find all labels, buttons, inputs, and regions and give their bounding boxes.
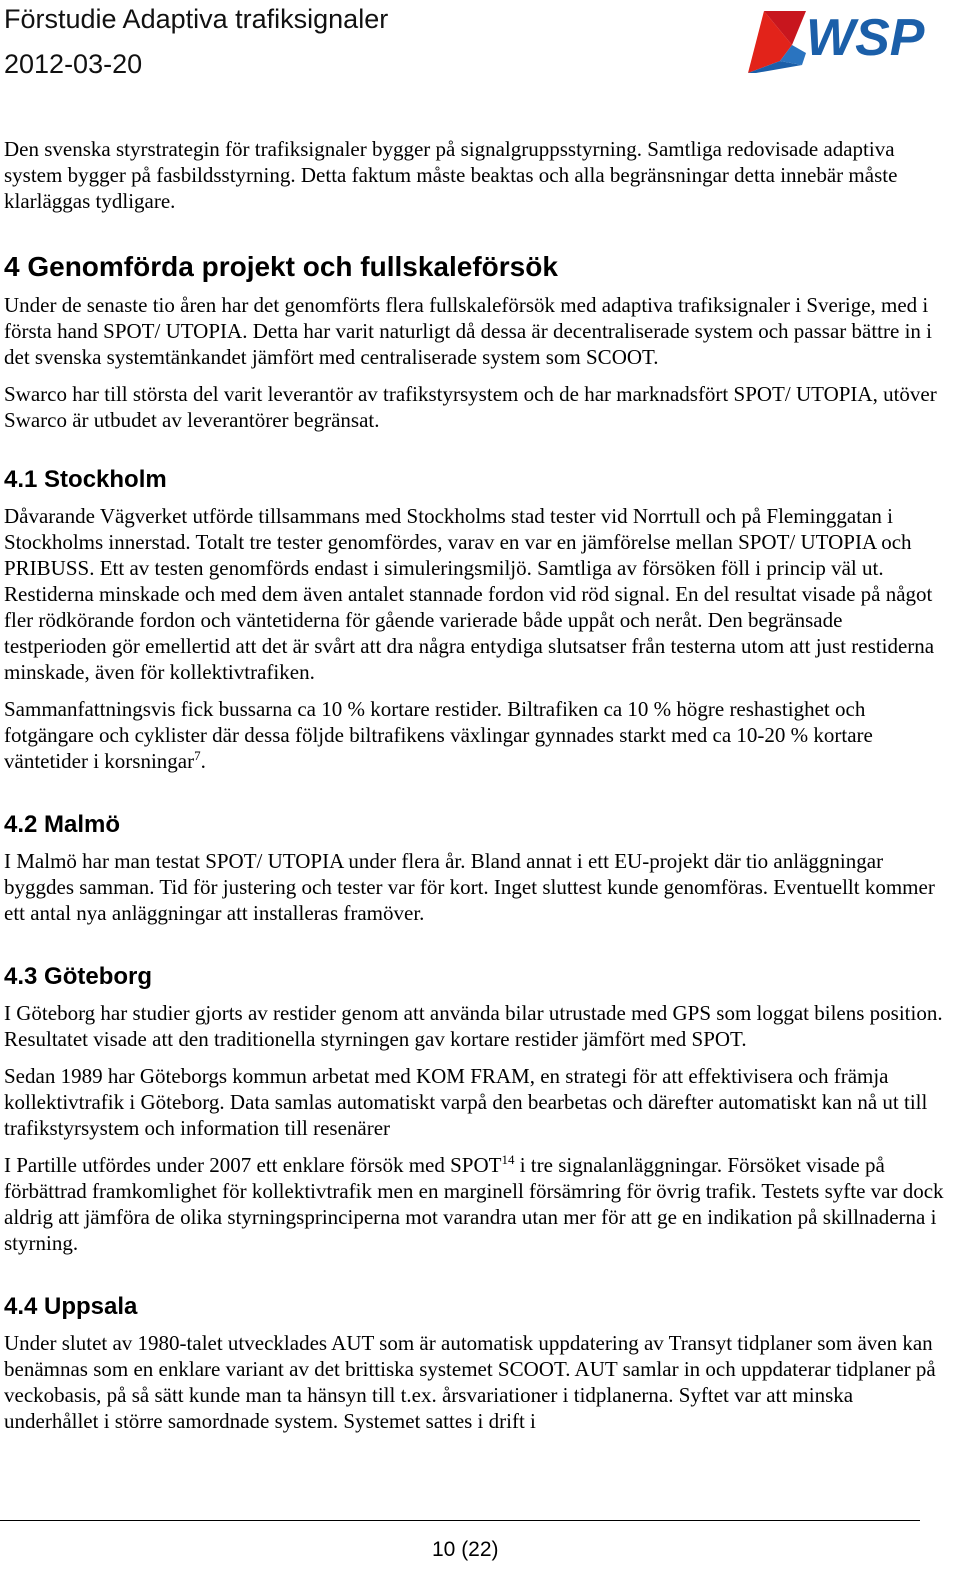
wsp-logo-text: WSP (806, 9, 925, 67)
page-content (4, 136, 944, 1445)
section-4-3-heading: 4.3 Göteborg (4, 963, 153, 990)
section-4-3-paragraph-2: Sedan 1989 har Göteborgs kommun arbetat med KOM FRAM, en strategi för att effektivisera och främja kollektivtrafik i Göteborg. Data samlas automatiskt varpå den bearbetas och därefter automatiskt kan nå ut till trafikstyrsystem och information till resenärer (4, 1064, 928, 1140)
footnote-ref: 7 (194, 748, 201, 763)
section-4-4-paragraph-1: Under slutet av 1980-talet utvecklades AUT som är automatisk uppdatering av Transyt tidplaner som även kan benämnas som en enklare variant av det brittiska systemet SCOOT. AUT samlar in och uppdaterar tidplaner på veckobasis, på så sätt kunde man ta hänsyn till t.ex. årsvariationer i tidplanerna. Syftet var att minska underhållet i större samordnade system. Systemet sattes i drift i (4, 1331, 936, 1433)
intro-paragraph: Den svenska styrstrategin för trafiksignaler bygger på signalgruppsstyrning. Samtliga redovisade adaptiva system bygger på fasbildsstyrning. Detta faktum måste beaktas och alla begränsningar detta innebär måste klarläggas tydligare. (4, 137, 898, 213)
paragraph-end: i tre signalanläggningar. Försöket visade på förbättrad framkomlighet för kollektivtrafik men en marginell försämring för övrig trafik. Testets syfte var dock aldrig att jämföra de olika styrningsprinciperna mot varandra utan mer för att ge en indikation på skillnaderna i styrning. (4, 1153, 944, 1255)
page-number: 10 (22) (432, 1538, 499, 1561)
section-4-1-paragraph-1: Dåvarande Vägverket utförde tillsammans med Stockholms stad tester vid Norrtull och på Fleminggatan i Stockholms innerstad. Totalt tre tester genomfördes, varav en var en jämförelse mellan SPOT/ UTOPIA och PRIBUSS. Ett av testen genomförds endast i simuleringsmiljö. Samtliga av försöken föll i princip väl ut. Restiderna minskade och med dem även antalet stannade fordon vid röd signal. En del resultat visade på något fler rödkörande fordon och väntetiderna för gående varierade både uppåt och neråt. Den begränsade testperioden gör emellertid att det är svårt att dra några entydiga slutsatser från testerna utom att just restiderna minskade, även för kollektivtrafiken. (4, 504, 935, 684)
section-4-1-heading: 4.1 Stockholm (4, 466, 167, 493)
section-4-heading: 4 Genomförda projekt och fullskaleförsök (4, 251, 558, 282)
document-title: Förstudie Adaptiva trafiksignaler (4, 4, 389, 34)
section-4-3-paragraph-3 (4, 1152, 944, 1256)
section-4-3-paragraph-1: I Göteborg har studier gjorts av restider genom att använda bilar utrustade med GPS som loggat bilens position. Resultatet visade att den traditionella styrningen gav kortare restider jämfört med SPOT. (4, 1001, 943, 1051)
footer-divider (0, 1520, 920, 1521)
section-4-paragraph-2: Swarco har till största del varit leverantör av trafikstyrsystem och de har marknadsfört SPOT/ UTOPIA, utöver Swarco är utbudet av leverantörer begränsat. (4, 382, 937, 432)
paragraph-end: . (200, 749, 206, 773)
paragraph-text: Sammanfattningsvis fick bussarna ca 10 % kortare restider. Biltrafiken ca 10 % högre reshastighet och fotgängare och cyklister där dessa följde biltrafikens växlingar gynnades starkt med ca 10-20 % kortare väntetider i korsningar (4, 697, 873, 773)
document-date: 2012-03-20 (4, 49, 143, 79)
section-4-4-heading: 4.4 Uppsala (4, 1293, 138, 1320)
section-4-2-heading: 4.2 Malmö (4, 811, 121, 838)
wsp-logo (744, 3, 954, 75)
section-4-2-paragraph-1: I Malmö har man testat SPOT/ UTOPIA under flera år. Bland annat i ett EU-projekt där tio anläggningar byggdes samman. Tid för justering och tester var för kort. Inget sluttest kunde genomföras. Eventuellt kommer ett antal nya anläggningar att installeras framöver. (4, 849, 935, 925)
paragraph-start: I Partille utfördes under 2007 ett enklare försök med SPOT (4, 1153, 502, 1177)
section-4-1-paragraph-2 (4, 696, 944, 774)
footnote-ref: 14 (501, 1152, 515, 1167)
section-4-paragraph-1: Under de senaste tio åren har det genomförts flera fullskaleförsök med adaptiva trafiksignaler i Sverige, med i första hand SPOT/ UTOPIA. Detta har varit naturligt då dessa är decentraliserade system och passar bättre in i det svenska systemtänkandet jämfört med centraliserade system som SCOOT. (4, 293, 932, 369)
